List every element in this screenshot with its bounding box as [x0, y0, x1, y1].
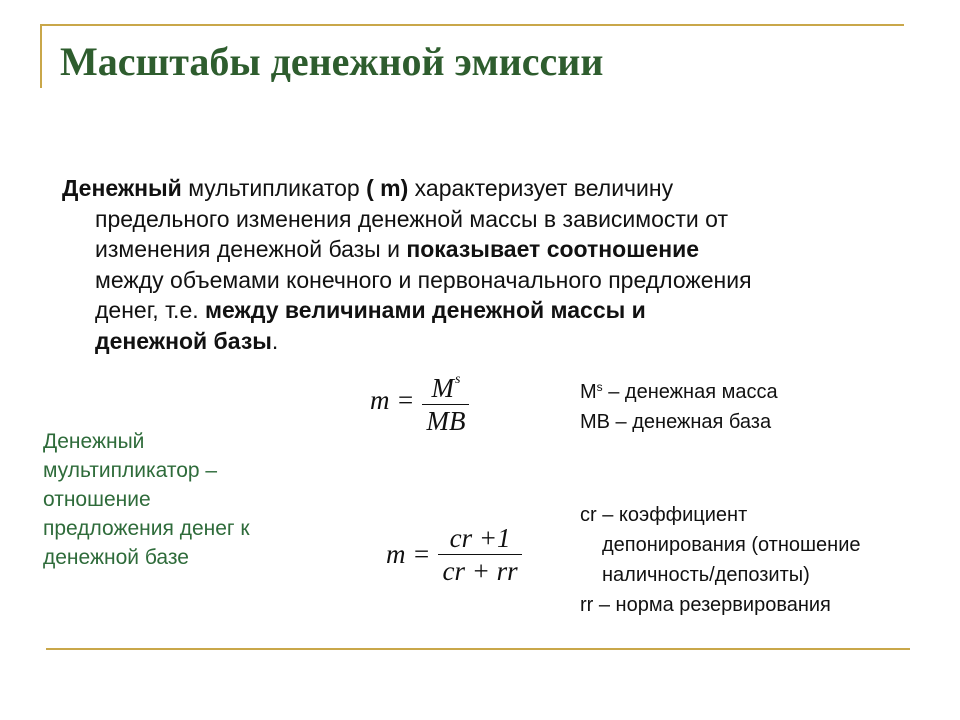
text-span: мультипликатор	[181, 175, 367, 201]
side-note-line: денежной базе	[43, 546, 189, 569]
slide-title: Масштабы денежной эмиссии	[60, 39, 604, 84]
side-note-line: предложения денег к	[43, 517, 250, 540]
text-span: характеризует величину	[408, 175, 674, 201]
bold-phrase: показывает соотношение	[406, 236, 700, 262]
formula-money-multiplier	[370, 364, 469, 437]
fraction-numerator	[427, 364, 464, 404]
frame-bottom-line	[46, 648, 910, 650]
legend-ms	[580, 372, 778, 407]
frame-top-line	[40, 24, 904, 26]
ms-symbol: M	[580, 381, 597, 403]
legend-formula-2	[580, 500, 861, 620]
numerator-superscript: s	[454, 372, 461, 387]
formula-multiplier-ratios	[386, 522, 522, 587]
legend-cr-line-2: депонирования (отношение	[602, 534, 861, 556]
side-note-line: мультипликатор –	[43, 459, 218, 482]
paragraph-line-1	[62, 173, 902, 204]
paragraph-line-3	[62, 234, 902, 265]
legend-formula-1	[580, 372, 778, 437]
bold-symbol: ( m)	[366, 175, 409, 201]
legend-mb: MB – денежная база	[580, 411, 772, 433]
text-span: изменения денежной базы и	[95, 236, 407, 262]
bold-phrase: между величинами денежной массы и	[205, 297, 646, 323]
paragraph-line-5	[62, 295, 902, 326]
fraction-denominator: MB	[426, 406, 466, 436]
fraction-numerator: cr +1	[449, 523, 511, 553]
ms-description: – денежная масса	[602, 381, 778, 403]
legend-cr-line-1: cr – коэффициент	[580, 504, 748, 526]
side-note	[43, 427, 333, 572]
frame-left-line	[40, 24, 42, 88]
text-span: .	[271, 327, 279, 354]
formula-lhs: m =	[386, 539, 431, 569]
legend-cr-line-3: наличность/депозиты)	[602, 564, 810, 586]
fraction	[422, 364, 469, 437]
bold-term: Денежный	[62, 175, 182, 201]
side-note-line: отношение	[43, 488, 151, 511]
paragraph-line-4: между объемами конечного и первоначального предложения	[95, 266, 752, 293]
definition-paragraph	[62, 173, 902, 356]
fraction-denominator: cr + rr	[442, 556, 518, 586]
text-span: денег, т.е.	[95, 297, 206, 323]
side-note-line: Денежный	[43, 430, 145, 453]
fraction	[438, 522, 521, 587]
ms-superscript: s	[596, 380, 603, 394]
paragraph-line-2: предельного изменения денежной массы в зависимости от	[95, 205, 728, 232]
formula-lhs: m =	[370, 385, 415, 415]
bold-phrase: денежной базы	[95, 327, 272, 354]
paragraph-line-6	[62, 326, 902, 357]
legend-rr: rr – норма резервирования	[580, 594, 831, 616]
numerator-symbol: M	[431, 373, 454, 403]
